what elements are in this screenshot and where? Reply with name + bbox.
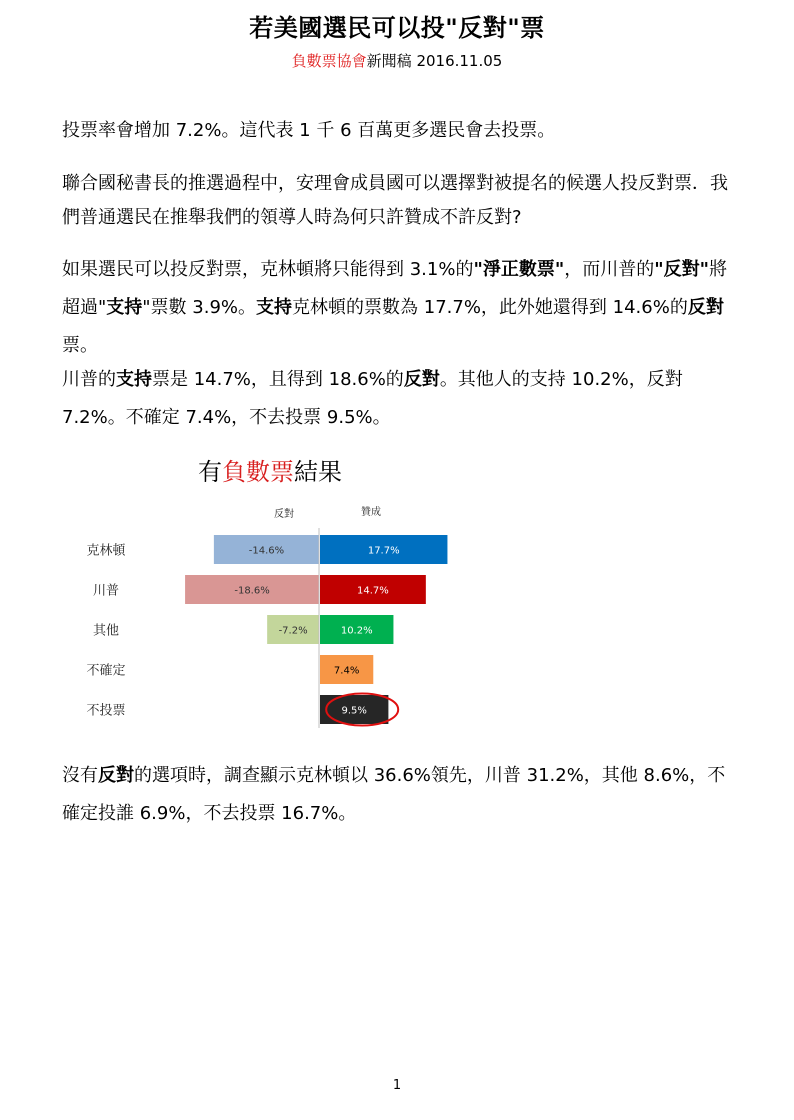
text-run: 如果選民可以投反對票，克林頓將只能得到 3.1%的 (62, 259, 474, 280)
chart-title-highlight: 負數票 (222, 458, 294, 486)
bold-text: 支持 (106, 297, 143, 318)
category-label: 不投票 (86, 703, 126, 719)
series-label-support: 贊成 (361, 507, 381, 518)
text-run: "票數 3.9%。 (142, 297, 257, 318)
bold-text: 支持 (256, 297, 293, 318)
support-bar-label: 7.4% (333, 665, 360, 677)
chart-title-part: 結果 (294, 458, 342, 486)
category-label: 不確定 (86, 663, 126, 679)
bold-text: 反對 (403, 369, 440, 390)
chart-title-part: 有 (198, 458, 222, 486)
oppose-bar-label: -14.6% (248, 545, 285, 557)
bold-text: 支持 (116, 369, 152, 390)
category-label: 克林頓 (86, 543, 126, 559)
bold-text: 反對 (687, 297, 724, 318)
category-label: 其他 (92, 623, 120, 639)
text-run: ，而川普的 (564, 259, 655, 280)
text-run: 川普的 (62, 369, 116, 390)
support-bar-label: 10.2% (340, 625, 373, 637)
text-run: 將超過" (62, 259, 727, 318)
support-bar-label: 14.7% (357, 585, 389, 597)
paragraph-un-comparison: 聯合國秘書長的推選過程中，安理會成員國可以選擇對被提名的候選人投反對票．我們普通選民在推舉我們的領導人時為何只許贊成不許反對? (62, 173, 728, 228)
text-run: 票是 14.7%，且得到 18.6%的 (152, 369, 404, 390)
text-run: 沒有 (62, 765, 98, 786)
text-run: 票。 (62, 335, 98, 356)
bold-text: "淨正數票" (473, 259, 565, 280)
paragraph-turnout: 投票率會增加 7.2%。這代表 1 千 6 百萬更多選民會去投票。 (62, 120, 556, 141)
oppose-bar-label: -7.2% (278, 625, 308, 637)
page-number: 1 (392, 1078, 402, 1093)
press-release-date: 新聞稿 2016.11.05 (366, 52, 503, 70)
text-run: 。其他人的支持 10.2%，反對 7.2%。不確定 7.4%，不去投票 9.5%。 (62, 369, 683, 428)
series-label-oppose: 反對 (274, 509, 294, 520)
oppose-bar-label: -18.6% (234, 585, 270, 597)
bold-text: "反對" (654, 259, 709, 280)
document-title: 若美國選民可以投"反對"票 (249, 14, 545, 42)
support-bar-label: 17.7% (367, 545, 400, 557)
category-label: 川普 (92, 583, 120, 599)
text-run: 克林頓的票數為 17.7%，此外她還得到 14.6%的 (292, 297, 688, 318)
text-run: 的選項時，調查顯示克林頓以 36.6%領先，川普 31.2%，其他 8.6%，不確定投誰 6.9%，不去投票 16.7%。 (62, 765, 726, 824)
organization-name: 負數票協會 (291, 52, 367, 70)
bold-text: 反對 (98, 765, 134, 786)
paragraph-no-negative-option (62, 757, 742, 833)
support-bar-label: 9.5% (341, 705, 367, 717)
